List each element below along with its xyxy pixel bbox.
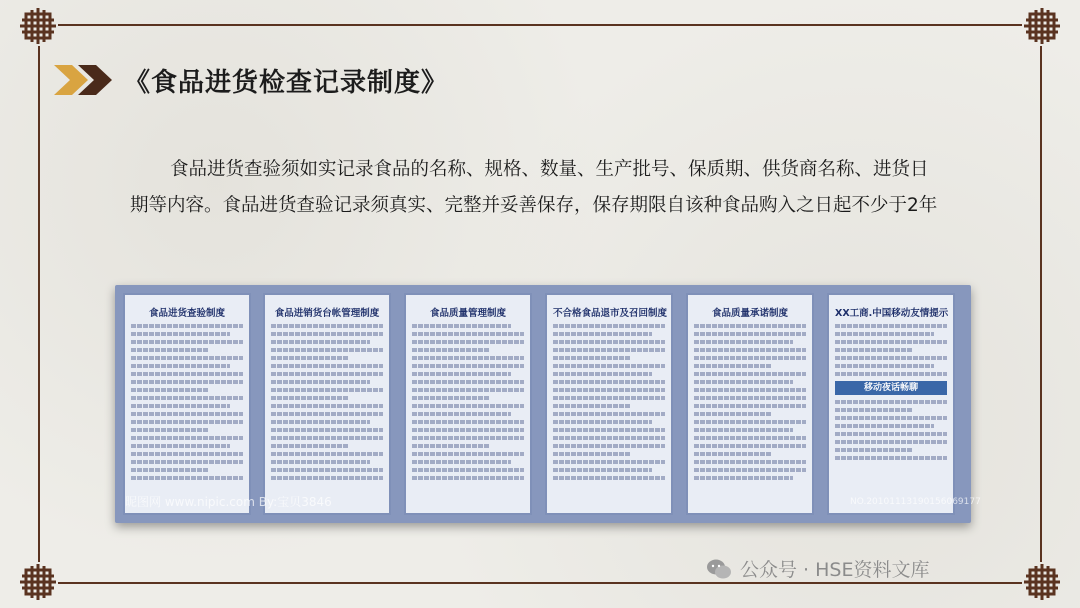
- frame-left-line: [38, 46, 40, 562]
- image-watermark-left: 昵图网 www.nipic.com By:宝贝3846: [125, 495, 332, 509]
- corner-knot-icon: [18, 562, 58, 602]
- panel-title: 食品进货查验制度: [148, 308, 225, 319]
- corner-knot-icon: [1022, 562, 1062, 602]
- regulation-panel: [686, 293, 814, 515]
- double-chevron-icon: [52, 63, 118, 97]
- regulation-panel: [123, 293, 251, 515]
- footer-watermark-text: 公众号 · HSE资料文库: [740, 559, 930, 581]
- frame-right-line: [1040, 46, 1042, 562]
- panel-title: 食品质量承诺制度: [711, 308, 788, 319]
- footer-watermark: [706, 555, 929, 582]
- panel-banner: 移动夜话畅聊: [835, 381, 947, 395]
- panel-title: XX工商.中国移动友情提示: [835, 308, 949, 319]
- paragraph-line-2: 期等内容。食品进货查验记录须真实、完整并妥善保存，保存期限自该种食品购入之日起不少于2年: [130, 195, 938, 216]
- panel-title: 食品进销货台帐管理制度: [274, 308, 380, 319]
- frame-top-line: [58, 24, 1022, 26]
- panel-title: 不合格食品退市及召回制度: [553, 308, 668, 319]
- title-row: [52, 60, 448, 100]
- regulation-board-image: [115, 285, 981, 523]
- body-paragraph: [130, 152, 1010, 224]
- image-watermark-right: NO.20101113190156069177: [850, 497, 981, 507]
- panel-title: 食品质量管理制度: [429, 308, 506, 319]
- corner-knot-icon: [1022, 6, 1062, 46]
- corner-knot-icon: [18, 6, 58, 46]
- regulation-panel: [545, 293, 673, 515]
- wechat-icon: [706, 558, 732, 580]
- regulation-panel: [827, 293, 955, 515]
- regulation-panel: [404, 293, 532, 515]
- page-title: 《食品进货检查记录制度》: [124, 67, 449, 98]
- regulation-panel: [263, 293, 391, 515]
- paragraph-line-1: 食品进货查验须如实记录食品的名称、规格、数量、生产批号、保质期、供货商名称、进货日: [170, 159, 929, 180]
- frame-bottom-line: [58, 582, 1022, 584]
